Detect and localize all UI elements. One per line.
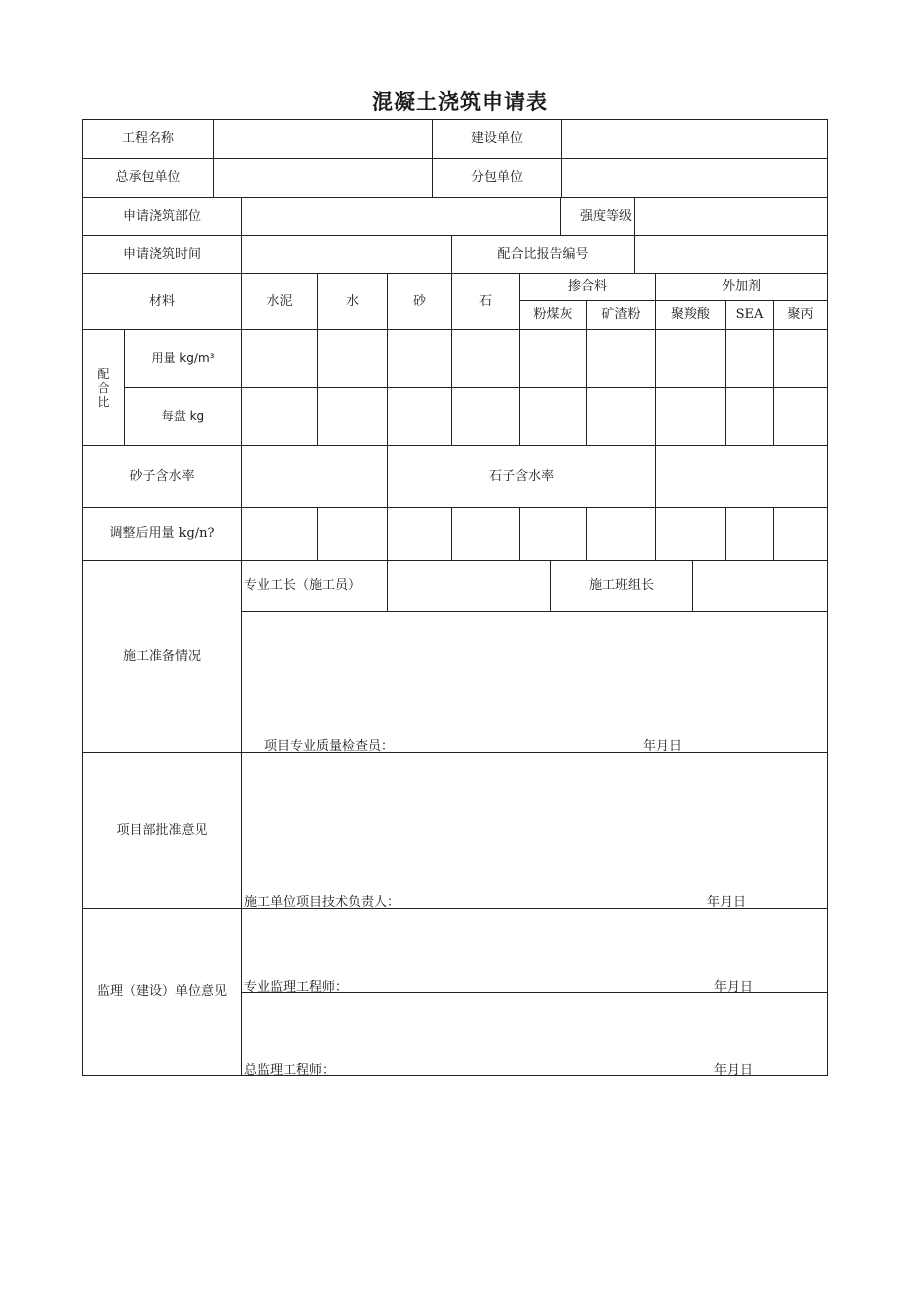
approval-date: 年月日: [707, 895, 747, 910]
label-adjusted-usage: [83, 508, 242, 561]
page-title: 混凝土浇筑申请表: [372, 90, 548, 114]
header-sea: SEA: [726, 301, 774, 330]
mix-report-no-field[interactable]: [635, 236, 827, 274]
tech-lead-sign-label: 施工单位项目技术负责人：: [244, 895, 401, 910]
pour-time-field[interactable]: [242, 236, 452, 274]
label-mix-ratio: [83, 330, 125, 446]
usage-fly-ash[interactable]: [520, 330, 587, 388]
chief-date: 年月日: [714, 1063, 754, 1078]
label-per-batch: 每盘 kg: [125, 388, 242, 446]
label-supervision: 监理（建设）单位意见: [83, 909, 242, 1075]
foreman-field[interactable]: [388, 561, 551, 612]
label-approval: 项目部批准意见: [83, 753, 242, 909]
label-construction-unit: 建设单位: [433, 120, 562, 159]
label-pour-time: 申请浇筑时间: [83, 236, 242, 274]
adjusted-water[interactable]: [318, 508, 388, 561]
chief-sign-label: 总监理工程师：: [244, 1063, 336, 1078]
label-strength-grade: 强度等级: [561, 198, 635, 236]
usage-sand[interactable]: [388, 330, 452, 388]
label-project-name: 工程名称: [83, 120, 214, 159]
batch-sand[interactable]: [388, 388, 452, 446]
inspector-sign-label: 项目专业质量检查员：: [264, 739, 395, 754]
label-foreman: 专业工长（施工员）: [242, 561, 388, 612]
adjusted-fly-ash[interactable]: [520, 508, 587, 561]
batch-polypropylene[interactable]: [774, 388, 827, 446]
adjusted-sand[interactable]: [388, 508, 452, 561]
label-preparation: 施工准备情况: [83, 561, 242, 753]
adjusted-cement[interactable]: [242, 508, 318, 561]
label-mix-report-no: 配合比报告编号: [452, 236, 635, 274]
header-polycarboxylic: 聚羧酸: [656, 301, 726, 330]
general-contractor-field[interactable]: [214, 159, 433, 198]
header-additive: 外加剂: [656, 274, 827, 301]
engineer-date: 年月日: [714, 980, 754, 995]
header-admixture: 掺合料: [520, 274, 656, 301]
batch-polycarboxylic[interactable]: [656, 388, 726, 446]
construction-unit-field[interactable]: [562, 120, 827, 159]
engineer-sign-label: 专业监理工程师：: [244, 980, 349, 995]
adjusted-polypropylene[interactable]: [774, 508, 827, 561]
mix-char-3: 比: [97, 394, 110, 409]
header-sand: 砂: [388, 274, 452, 330]
application-form: [82, 119, 828, 1076]
mix-char-2: 合: [97, 380, 110, 395]
label-materials: 材料: [83, 274, 242, 330]
header-polypropylene: 聚丙: [774, 301, 827, 330]
usage-stone[interactable]: [452, 330, 520, 388]
label-usage: 用量 kg∕m³: [125, 330, 242, 388]
usage-sea[interactable]: [726, 330, 774, 388]
label-sand-moisture: 砂子含水率: [83, 446, 242, 508]
label-team-leader: 施工班组长: [551, 561, 693, 612]
batch-stone[interactable]: [452, 388, 520, 446]
pour-location-field[interactable]: [242, 198, 561, 236]
adjusted-stone[interactable]: [452, 508, 520, 561]
label-stone-moisture: 石子含水率: [388, 446, 656, 508]
batch-slag-powder[interactable]: [587, 388, 656, 446]
adjusted-polycarboxylic[interactable]: [656, 508, 726, 561]
header-water: 水: [318, 274, 388, 330]
usage-polycarboxylic[interactable]: [656, 330, 726, 388]
batch-fly-ash[interactable]: [520, 388, 587, 446]
sand-moisture-field[interactable]: [242, 446, 388, 508]
batch-sea[interactable]: [726, 388, 774, 446]
strength-grade-field[interactable]: [635, 198, 827, 236]
adjusted-slag-powder[interactable]: [587, 508, 656, 561]
usage-water[interactable]: [318, 330, 388, 388]
header-stone: 石: [452, 274, 520, 330]
label-subcontractor: 分包单位: [433, 159, 562, 198]
team-leader-field[interactable]: [693, 561, 827, 612]
approval-content[interactable]: [242, 753, 827, 909]
preparation-content[interactable]: [242, 612, 827, 753]
preparation-date: 年月日: [643, 739, 683, 754]
batch-cement[interactable]: [242, 388, 318, 446]
header-fly-ash: 粉煤灰: [520, 301, 587, 330]
stone-moisture-field[interactable]: [656, 446, 827, 508]
label-pour-location: 申请浇筑部位: [83, 198, 242, 236]
label-general-contractor: 总承包单位: [83, 159, 214, 198]
usage-polypropylene[interactable]: [774, 330, 827, 388]
usage-cement[interactable]: [242, 330, 318, 388]
adjusted-sea[interactable]: [726, 508, 774, 561]
subcontractor-field[interactable]: [562, 159, 827, 198]
header-cement: 水泥: [242, 274, 318, 330]
mix-char-1: 配: [97, 366, 110, 381]
project-name-field[interactable]: [214, 120, 433, 159]
header-slag-powder: 矿渣粉: [587, 301, 656, 330]
batch-water[interactable]: [318, 388, 388, 446]
usage-slag-powder[interactable]: [587, 330, 656, 388]
adjusted-usage-text: 调整后用量 kg/n?: [109, 526, 215, 542]
